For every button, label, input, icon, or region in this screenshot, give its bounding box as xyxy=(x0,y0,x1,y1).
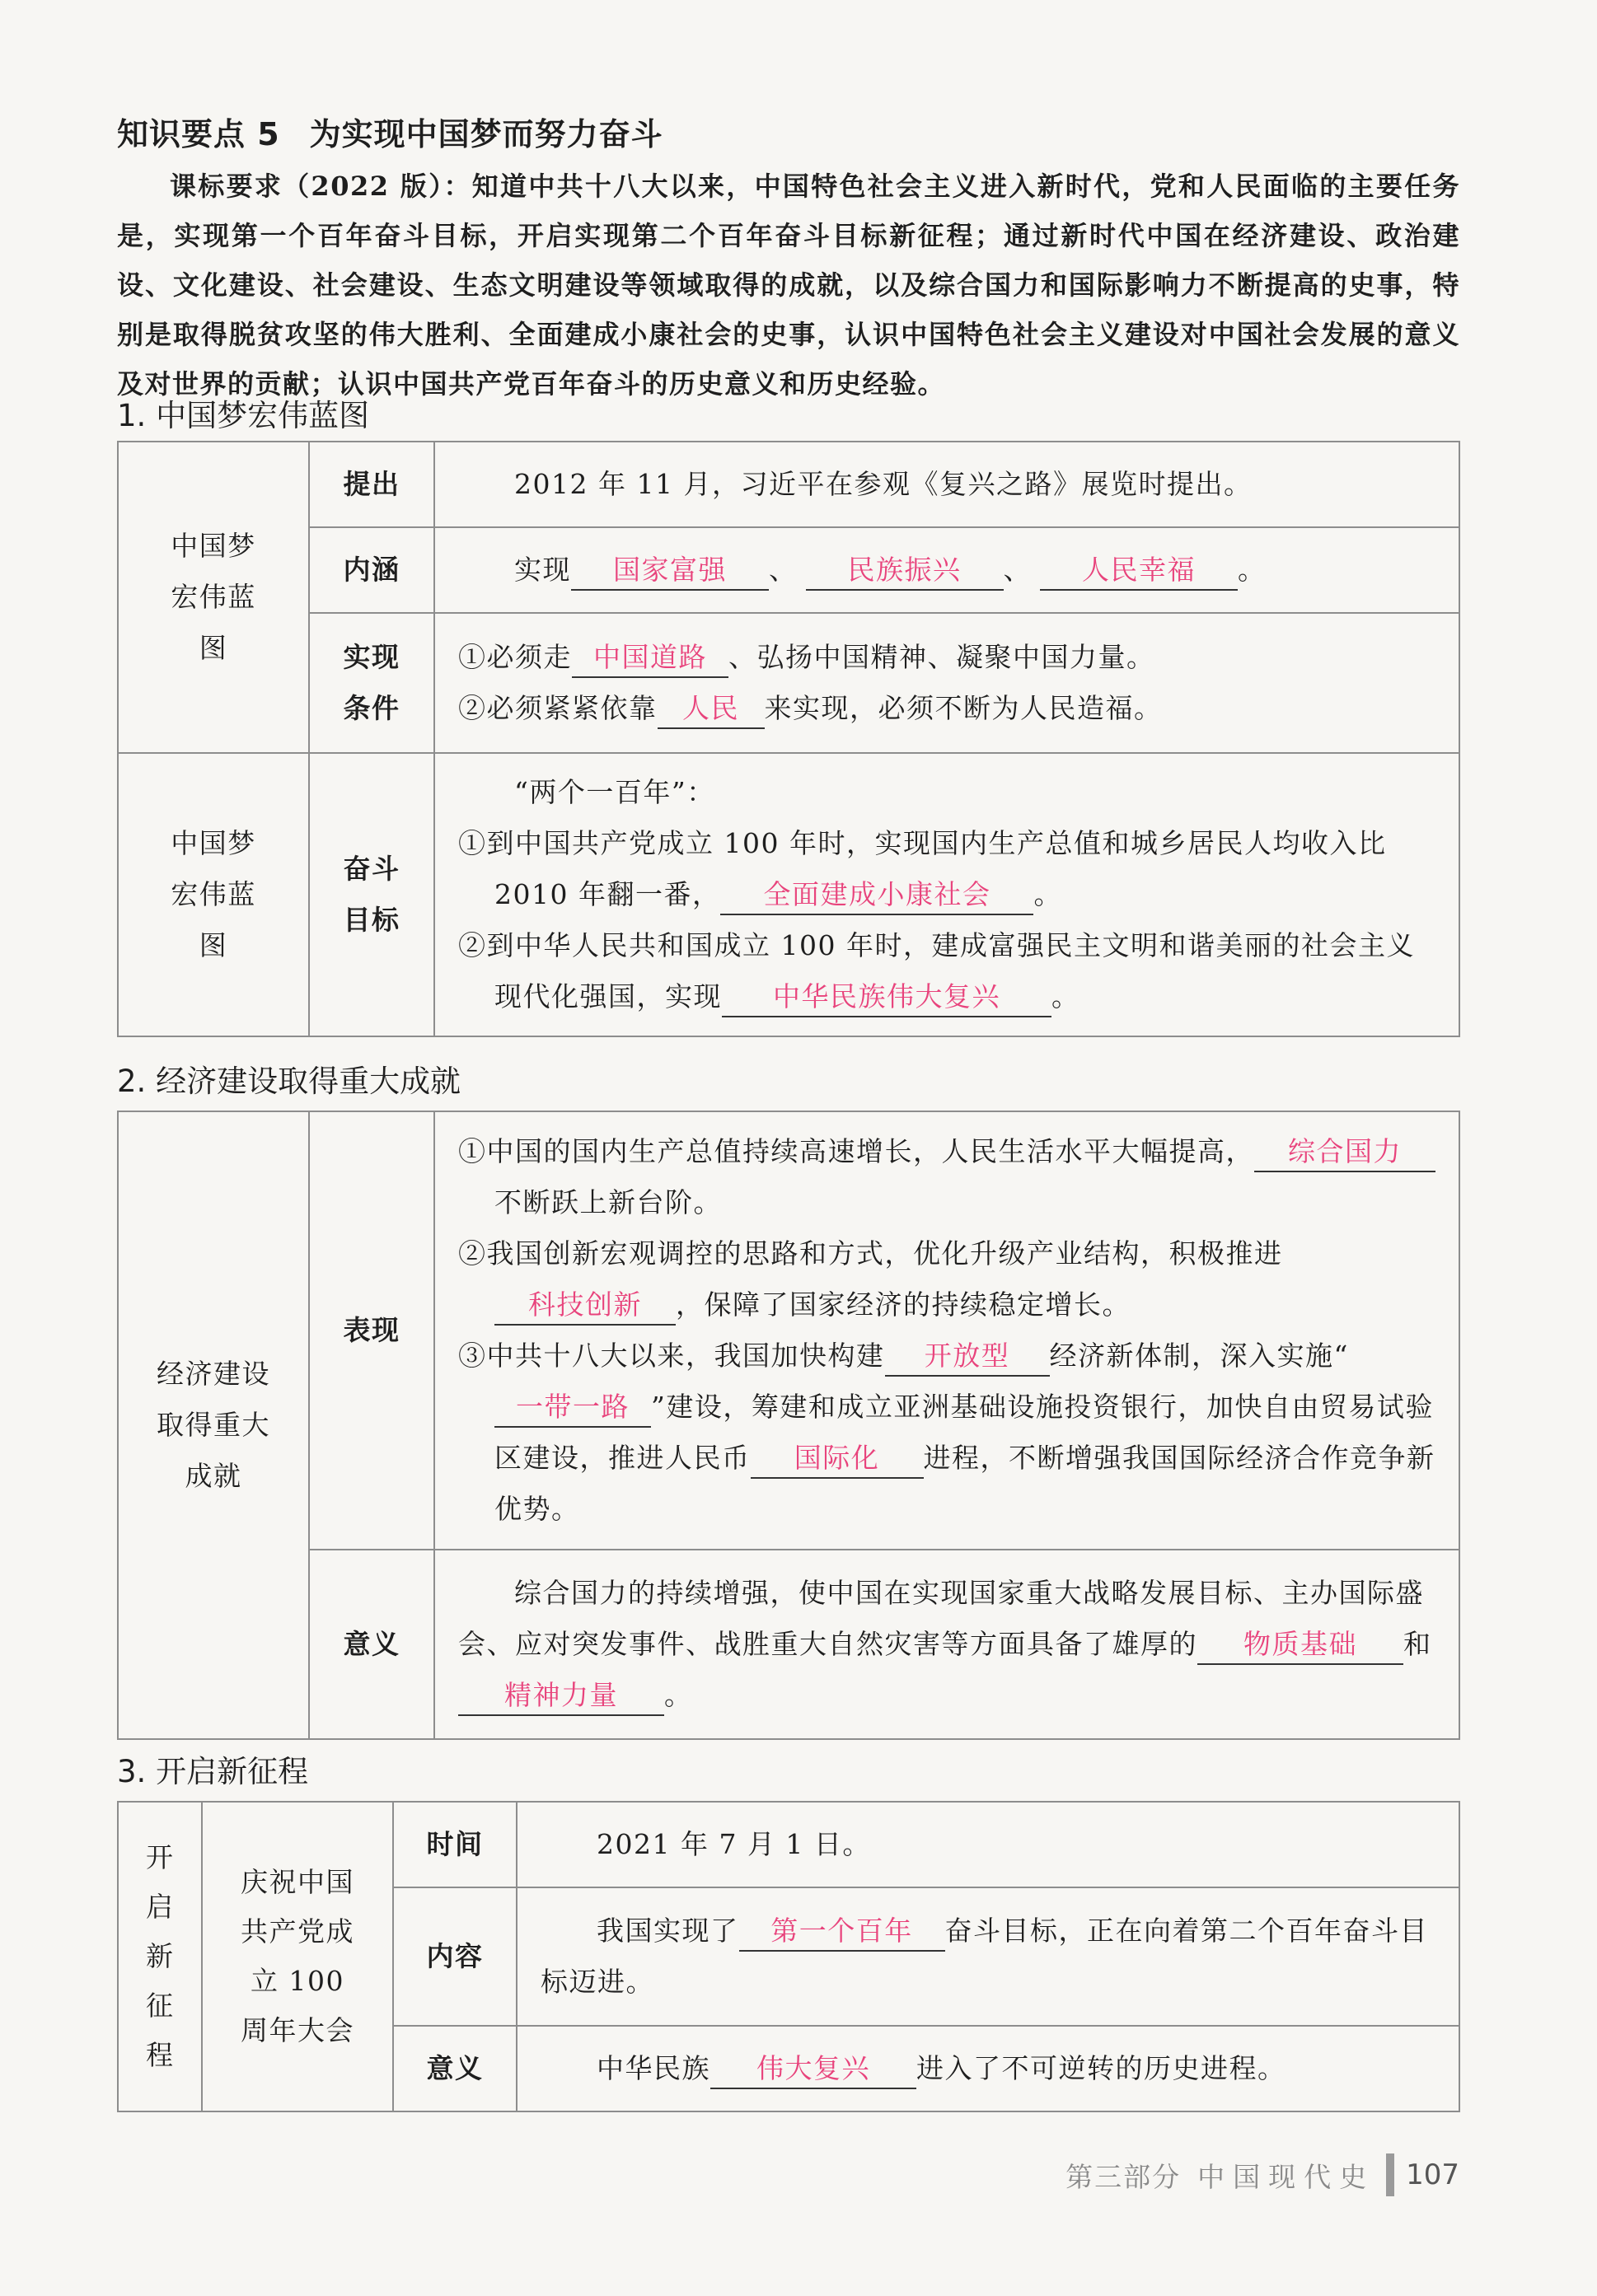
perf2-text: ②我国创新宏观调控的思路和方式，优化升级产业结构，积极推进 xyxy=(458,1237,1283,1270)
answer-blank: 全面建成小康社会 xyxy=(720,876,1033,915)
section-title: 为实现中国梦而努力奋斗 xyxy=(309,116,663,152)
economy-table xyxy=(117,1111,1460,1740)
time-text: 2021 年 7 月 1 日。 xyxy=(517,1802,1459,1887)
cond1-suffix: 、弘扬中国精神、凝聚中国力量。 xyxy=(728,641,1155,673)
content-label: 内容 xyxy=(393,1887,517,2026)
goal2-text: ②到中华人民共和国成立 100 年时，建成富强民主文明和谐美丽的社会主义现代化强国，实现 xyxy=(458,929,1415,1012)
perf1-text: ①中国的国内生产总值持续高速增长，人民生活水平大幅提高， xyxy=(458,1135,1254,1167)
perf1 xyxy=(458,1126,1437,1228)
cond2-suffix: 来实现，必须不断为人民造福。 xyxy=(764,692,1163,724)
part1-heading: 1. 中国梦宏伟蓝图 xyxy=(117,398,370,433)
perf1-end: 不断跃上新台阶。 xyxy=(494,1186,722,1218)
answer-blank: 物质基础 xyxy=(1197,1625,1403,1665)
perf3-d: 进程，不断增强我国国际经济合作竞争新优势。 xyxy=(494,1442,1435,1525)
answer-blank: 中华民族伟大复兴 xyxy=(722,978,1051,1017)
new-journey-table xyxy=(117,1801,1460,2112)
section-heading xyxy=(117,109,663,154)
footer-part: 第三部分 xyxy=(1065,2160,1182,2193)
category-cell xyxy=(118,1802,202,2111)
propose-text: 2012 年 11 月，习近平在参观《复兴之路》展览时提出。 xyxy=(434,442,1459,527)
category-text: 经济建设取得重大成就 xyxy=(157,1358,270,1492)
sig-text: 综合国力的持续增强，使中国在实现国家重大战略发展目标、主办国际盛会、应对突发事件、战胜重大自然灾害等方面具备了雄厚的 xyxy=(458,1577,1424,1660)
time-label: 时间 xyxy=(393,1802,517,1887)
answer-blank: 人民 xyxy=(658,690,765,729)
content-prefix: 我国实现了 xyxy=(597,1915,739,1947)
part2-heading: 2. 经济建设取得重大成就 xyxy=(117,1064,461,1099)
footer-section: 中国现代史 xyxy=(1197,2160,1375,2193)
answer-blank: 中国道路 xyxy=(572,638,728,678)
perf2 xyxy=(458,1228,1437,1330)
category-text: 中国梦宏伟蓝图 xyxy=(171,530,256,664)
period: 。 xyxy=(1238,554,1267,586)
category-cell xyxy=(118,442,309,753)
answer-blank: 综合国力 xyxy=(1254,1133,1435,1172)
content-text xyxy=(517,1887,1459,2026)
page-footer xyxy=(1065,2153,1459,2196)
answer-blank: 国家富强 xyxy=(571,551,769,591)
answer-blank: 开放型 xyxy=(885,1337,1050,1377)
perf3-b: 经济新体制，深入实施“ xyxy=(1049,1340,1349,1372)
section-number: 知识要点 5 xyxy=(117,116,280,152)
separator: 、 xyxy=(1003,554,1032,586)
page-number: 107 xyxy=(1406,2158,1459,2191)
china-dream-table xyxy=(117,441,1460,1037)
category-text: 中国梦宏伟蓝图 xyxy=(171,827,256,961)
propose-label: 提出 xyxy=(309,442,434,527)
performance-label: 表现 xyxy=(309,1111,434,1550)
goal-intro: “两个一百年”： xyxy=(514,776,715,808)
condition-text xyxy=(434,613,1459,753)
goal1 xyxy=(458,818,1437,920)
footer-divider xyxy=(1386,2153,1394,2196)
condition-label-text: 实现条件 xyxy=(343,641,400,724)
event-text: 庆祝中国共产党成立 100 周年大会 xyxy=(241,1866,354,2046)
event-cell xyxy=(202,1802,393,2111)
significance-label: 意义 xyxy=(309,1550,434,1739)
part3-heading: 3. 开启新征程 xyxy=(117,1754,309,1789)
answer-blank: 民族振兴 xyxy=(806,551,1004,591)
significance-label: 意义 xyxy=(393,2026,517,2111)
answer-blank: 伟大复兴 xyxy=(710,2050,916,2089)
goal1-text: ①到中国共产党成立 100 年时，实现国内生产总值和城乡居民人均收入比 2010 年翻一番， xyxy=(458,827,1387,910)
goal2 xyxy=(458,920,1437,1022)
answer-blank: 一带一路 xyxy=(494,1388,651,1428)
condition-label xyxy=(309,613,434,753)
sig-prefix: 中华民族 xyxy=(597,2052,710,2084)
perf3-a: ③中共十八大以来，我国加快构建 xyxy=(458,1340,885,1372)
performance-text xyxy=(434,1111,1459,1550)
category-cell xyxy=(118,753,309,1036)
perf3 xyxy=(458,1330,1437,1535)
goal-label-text: 奋斗目标 xyxy=(343,853,400,936)
meaning-prefix: 实现 xyxy=(514,554,571,586)
period: 。 xyxy=(664,1679,693,1711)
category-cell xyxy=(118,1111,309,1739)
significance-text xyxy=(434,1550,1459,1739)
category-text: 开启新征程 xyxy=(146,1841,175,2071)
curriculum-requirements: 课标要求（2022 版）：知道中共十八大以来，中国特色社会主义进入新时代，党和人民面临的主要任务是，实现第一个百年奋斗目标，开启实现第二个百年奋斗目标新征程；通过新时代中国在经济建设、政治建设、文化建设、社会建设、生态文明建设等领域取得的成就，以及综合国力和国际影响力不断提高的史事，特别是取得脱贫攻坚的伟大胜利、全面建成小康社会的史事，认识中国特色社会主义建设对中国社会发展的意义及对世界的贡献；认识中国共产党百年奋斗的历史意义和历史经验。 xyxy=(117,171,1460,400)
answer-blank: 第一个百年 xyxy=(739,1912,945,1952)
perf2-end: ，保障了国家经济的持续稳定增长。 xyxy=(676,1288,1131,1321)
content-suffix: 奋斗目标，正在向着第二个百年奋斗目标迈进。 xyxy=(541,1915,1428,1998)
perf3-c: ”建设，筹建和成立亚洲基础设施投资银行，加快自由贸易试验区建设，推进人民币 xyxy=(494,1391,1434,1474)
answer-blank: 科技创新 xyxy=(494,1286,676,1326)
answer-blank: 国际化 xyxy=(751,1439,924,1479)
sig-mid: 和 xyxy=(1403,1628,1432,1660)
period: 。 xyxy=(1033,878,1062,910)
cond2-prefix: ②必须紧紧依靠 xyxy=(458,692,658,724)
answer-blank: 人民幸福 xyxy=(1040,551,1238,591)
sig-suffix: 进入了不可逆转的历史进程。 xyxy=(916,2052,1286,2084)
separator: 、 xyxy=(769,554,798,586)
goal-label xyxy=(309,753,434,1036)
significance-text xyxy=(517,2026,1459,2111)
goal-text xyxy=(434,753,1459,1036)
answer-blank: 精神力量 xyxy=(458,1676,664,1716)
meaning-label: 内涵 xyxy=(309,527,434,613)
cond1-prefix: ①必须走 xyxy=(458,641,572,673)
meaning-row xyxy=(434,527,1459,613)
period: 。 xyxy=(1051,980,1080,1012)
